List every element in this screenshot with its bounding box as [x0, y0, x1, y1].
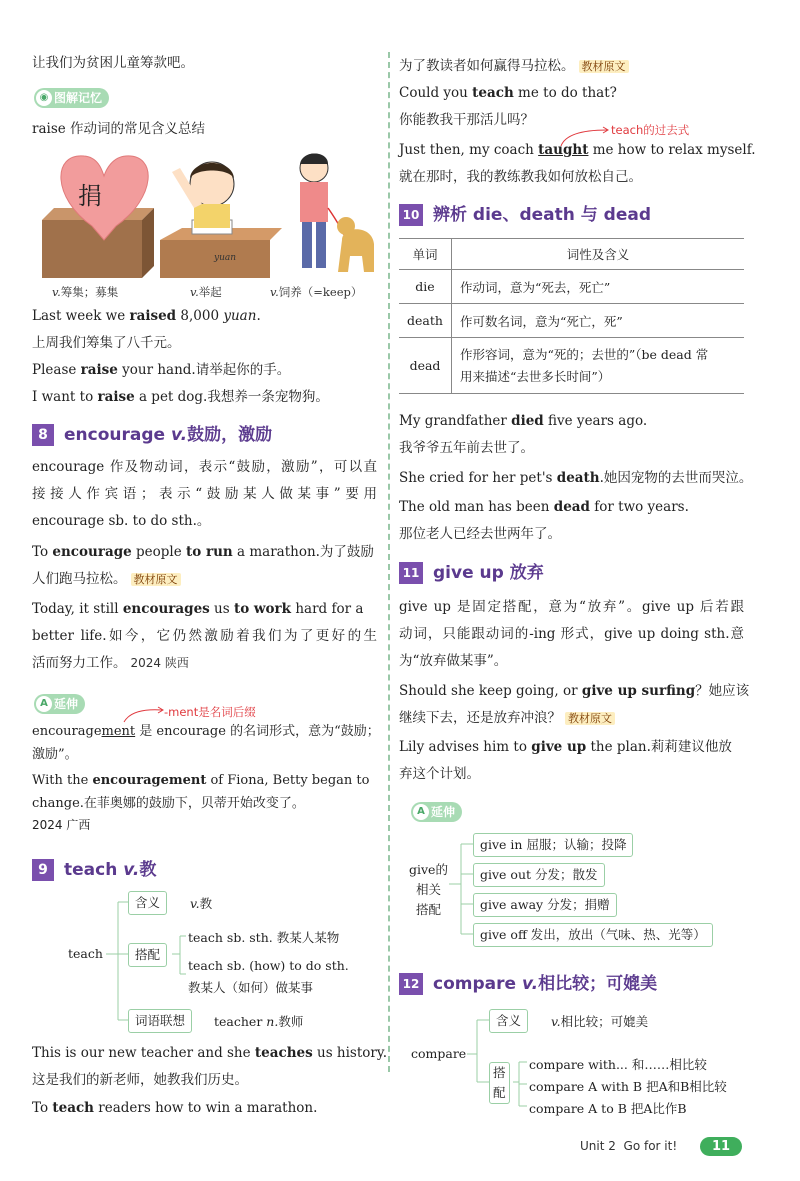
compare-collocation-1: compare with... 和……相比较: [529, 1057, 707, 1072]
teach-example-3: Could you teach me to do that?: [399, 85, 617, 101]
giveup-example-1: Should she keep going, or give up surfing？她应该: [399, 683, 750, 699]
taught-annotation: teach的过去式: [611, 123, 690, 137]
table-header-word: 单词: [399, 239, 452, 270]
kid-name: yuan: [214, 253, 237, 263]
extend-icon: A: [413, 804, 429, 820]
compare-collocation-2: compare A with B 把A和B相比较: [529, 1079, 727, 1094]
raise-example-1-cn: 上周我们筹集了八千元。: [32, 335, 181, 351]
teach-example-3-cn: 你能教我干那活儿吗？: [399, 112, 534, 128]
teach-collocation-2a: teach sb. (how) to do sth.: [188, 958, 349, 973]
table-row: dead 作形容词，意为“死的；去世的”（be dead 常 用来描述“去世多长时间”）: [399, 338, 744, 394]
section-12-heading: 12 compare v.相比较；可媲美: [399, 970, 657, 998]
teach-example-1: This is our new teacher and she teaches us history.: [32, 1045, 387, 1061]
eye-icon: ◉: [36, 90, 52, 106]
encourage-example-1-cn: 人们跑马拉松。 教材原文: [32, 566, 377, 593]
boy-with-dog-illustration: [300, 154, 374, 273]
ext-source: 2024 广西: [32, 818, 91, 832]
compare-meaning-value: v.相比较；可媲美: [551, 1014, 649, 1029]
die-example-1: My grandfather died five years ago.: [399, 413, 648, 429]
teach-tree-root: teach: [68, 946, 103, 961]
giveup-example-2: Lily advises him to give up the plan.莉莉建议他放: [399, 739, 732, 755]
teach-collocation-1: teach sb. sth. 教某人某物: [188, 930, 340, 945]
yanshen-badge-left: A 延伸: [34, 694, 85, 714]
giveup-para-3: 为“放弃做某事”。: [399, 653, 508, 669]
column-divider: [388, 52, 390, 1072]
encourage-para-3: encourage sb. to do sth.。: [32, 513, 211, 529]
raise-example-2: Please raise your hand.请举起你的手。: [32, 362, 291, 378]
section-10-heading: 10 辨析 die、death 与 dead: [399, 201, 651, 229]
intro-line: 让我们为贫困儿童筹款吧。: [32, 55, 194, 71]
tujie-badge: ◉ 图解记忆: [34, 88, 109, 108]
donation-box-illustration: [42, 156, 154, 278]
ext-line-3: With the encouragement of Fiona, Betty began to: [32, 773, 370, 788]
right-line-1: 为了教读者如何赢得马拉松。 教材原文: [399, 53, 744, 80]
encourage-para-2: 接接人作宾语；表示“鼓励某人做某事”要用: [32, 486, 377, 502]
table-row: death 作可数名词，意为“死亡，死”: [399, 304, 744, 338]
ment-annotation: -ment是名词后缀: [164, 705, 256, 719]
raise-summary: raise 作动词的常见含义总结: [32, 121, 206, 137]
encourage-example-2: Today, it still encourages us to work hard for a: [32, 601, 364, 617]
section-11-heading: 11 give up 放弃: [399, 559, 544, 587]
die-example-3: The old man has been dead for two years.: [399, 499, 689, 515]
teach-tree-meaning-box: 含义: [128, 891, 167, 915]
compare-collocation-box: 搭 配: [489, 1062, 510, 1104]
caption-raise-money: v.筹集；募集: [52, 285, 119, 299]
source-tag: 2024 陕西: [130, 656, 189, 670]
page-number: 11: [700, 1137, 742, 1156]
ext-line-4: change.在菲奥娜的鼓励下，贝蒂开始改变了。: [32, 796, 305, 811]
compare-tree-root: compare: [411, 1046, 467, 1061]
heart-char: 捐: [78, 182, 102, 210]
encourage-example-2-line-2: better life.如今，它仍然激励着我们为了更好的生: [32, 628, 377, 644]
table-header-row: [399, 239, 744, 270]
textbook-tag: 教材原文: [565, 712, 615, 725]
raise-example-1: Last week we raised 8,000 yuan.: [32, 308, 261, 324]
compare-meaning-box: 含义: [489, 1009, 528, 1033]
ext-line-1: encouragement 是 encourage 的名词形式，意为“鼓励；: [32, 724, 380, 739]
textbook-tag: 教材原文: [579, 60, 629, 73]
yanshen-badge-right: A 延伸: [411, 802, 462, 822]
caption-raise-pet: v.饲养（=keep）: [270, 285, 363, 299]
give-tree-root: give的 相关 搭配: [409, 862, 448, 917]
teach-tree-collocation-box: 搭配: [128, 943, 167, 967]
teach-tree-association-value: teacher n.教师: [214, 1014, 304, 1029]
teach-example-1-cn: 这是我们的新老师，她教我们历史。: [32, 1072, 248, 1088]
giveup-example-2-cn: 弃这个计划。: [399, 766, 480, 782]
encourage-example-2-line-3: 活而努力工作。 2024 陕西: [32, 655, 189, 671]
giveup-example-1-cn: 继续下去，还是放弃冲浪？ 教材原文: [399, 705, 744, 732]
die-example-3-cn: 那位老人已经去世两年了。: [399, 526, 561, 542]
caption-raise-hand: v.举起: [190, 285, 222, 299]
giveup-para-1: give up 是固定搭配，意为“放弃”。give up 后若跟: [399, 599, 744, 615]
compare-collocation-3: compare A to B 把A比作B: [529, 1101, 687, 1116]
give-out-box: give out 分发；散发: [473, 863, 605, 887]
extend-icon: A: [36, 696, 52, 712]
giveup-para-2: 动词，只能跟动词的-ing 形式，give up doing sth.意: [399, 626, 744, 642]
die-death-dead-table: [399, 238, 744, 394]
die-example-1-cn: 我爷爷五年前去世了。: [399, 440, 534, 456]
section-8-heading: 8 encourage v.鼓励，激励: [32, 421, 272, 449]
teach-tree-meaning-value: v.教: [190, 896, 213, 911]
die-example-2: She cried for her pet's death.她因宠物的去世而哭泣。: [399, 470, 753, 486]
raise-example-3: I want to raise a pet dog.我想养一条宠物狗。: [32, 389, 329, 405]
teach-example-4: Just then, my coach taught me how to relax myself.: [399, 142, 756, 158]
textbook-tag: 教材原文: [131, 573, 181, 586]
encourage-para-1: encourage 作及物动词，表示“鼓励，激励”，可以直: [32, 459, 377, 475]
raise-illustration: [32, 148, 377, 278]
teach-tree-association-box: 词语联想: [128, 1009, 192, 1033]
section-9-heading: 9 teach v.教: [32, 856, 156, 884]
teach-collocation-2b: 教某人（如何）做某事: [188, 980, 314, 995]
teach-example-2: To teach readers how to win a marathon.: [32, 1100, 318, 1116]
footer-unit: Unit 2 Go for it!: [580, 1139, 678, 1153]
give-away-box: give away 分发；捐赠: [473, 893, 617, 917]
table-row: die 作动词，意为“死去，死亡”: [399, 270, 744, 304]
ext-line-2: 激励”。: [32, 747, 78, 762]
encourage-example-1: To encourage people to run a marathon.为了鼓励: [32, 544, 374, 560]
table-header-meaning: 词性及含义: [452, 239, 745, 270]
give-in-box: give in 屈服；认输；投降: [473, 833, 633, 857]
teach-example-4-cn: 就在那时，我的教练教我如何放松自己。: [399, 169, 642, 185]
give-off-box: give off 发出，放出（气味、热、光等）: [473, 923, 713, 947]
